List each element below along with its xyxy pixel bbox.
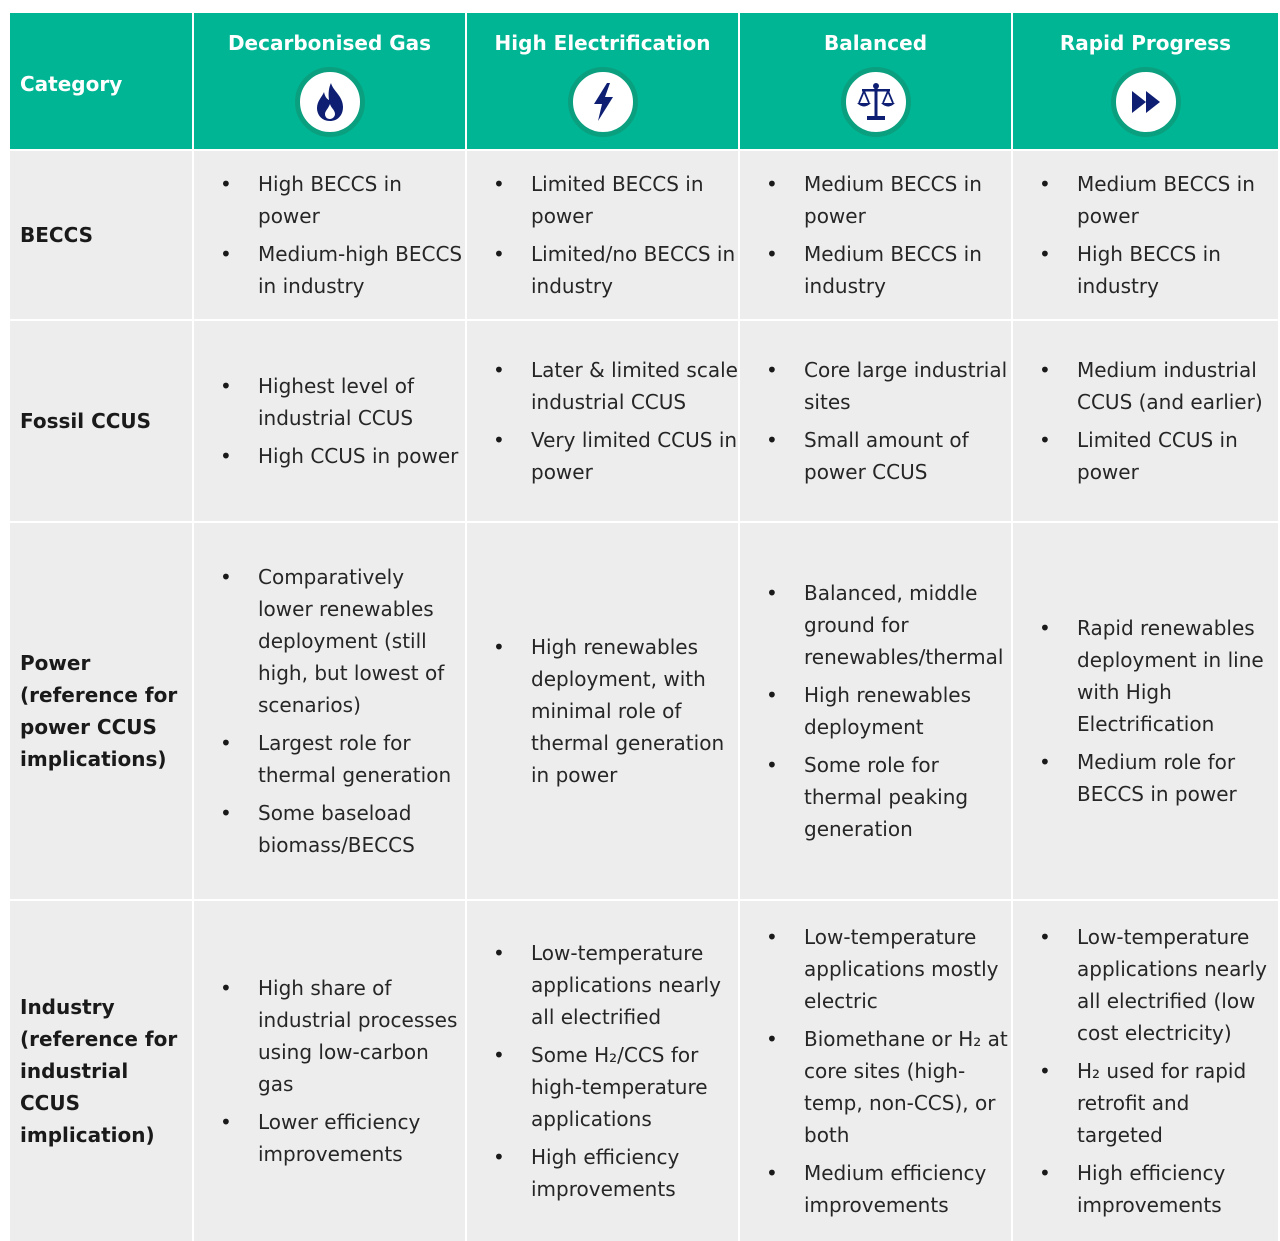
bullet-list (194, 555, 465, 867)
scenario-title: Rapid Progress (1059, 31, 1232, 55)
bullet-item: • Medium industrial CCUS (and earlier) (1039, 354, 1278, 418)
bullet-item: • Medium efficiency improvements (766, 1157, 1011, 1221)
bullet-list (740, 348, 1011, 494)
category-label: BECCS (20, 223, 94, 247)
bullet-item: • Core large industrial sites (766, 354, 1011, 418)
bullet-item: • Biomethane or H₂ at core sites (high-temp, non-CCS), or both (766, 1023, 1011, 1151)
flame-icon (295, 67, 365, 137)
bullet-list (467, 348, 738, 494)
bullet-list (740, 571, 1011, 851)
bullet-item: • Limited/no BECCS in industry (493, 238, 738, 302)
bullet-item: • Some H₂/CCS for high-temperature applications (493, 1039, 738, 1135)
cell (1013, 321, 1278, 521)
row-label-industry (10, 901, 192, 1241)
balance-scale-icon (841, 67, 911, 137)
bullet-list (467, 625, 738, 797)
scenario-header-rapid-progress (1013, 13, 1278, 149)
bullet-item: • Balanced, middle ground for renewables/thermal (766, 577, 1011, 673)
cell (1013, 151, 1278, 319)
bullet-item: • Low-temperature applications nearly all electrified (low cost electricity) (1039, 921, 1278, 1049)
bullet-list (1013, 915, 1278, 1227)
cell (1013, 901, 1278, 1241)
cell (1013, 523, 1278, 899)
bullet-item: • Comparatively lower renewables deployment (still high, but lowest of scenarios) (220, 561, 465, 721)
bullet-item: • Lower efficiency improvements (220, 1106, 465, 1170)
cell (194, 523, 465, 899)
scenario-title: Balanced (823, 31, 928, 55)
bullet-item: • Small amount of power CCUS (766, 424, 1011, 488)
cell (467, 523, 738, 899)
row-label-fossil-ccus (10, 321, 192, 521)
cell (740, 901, 1011, 1241)
bullet-item: • Medium BECCS in power (1039, 168, 1278, 232)
bullet-item: • High share of industrial processes using low-carbon gas (220, 972, 465, 1100)
lightning-bolt-icon (568, 67, 638, 137)
bullet-item: • Rapid renewables deployment in line with High Electrification (1039, 612, 1278, 740)
bullet-list (194, 364, 465, 478)
category-label: Power (reference for power CCUS implications) (20, 651, 178, 771)
category-header-label: Category (20, 72, 123, 96)
bullet-item: • Some baseload biomass/BECCS (220, 797, 465, 861)
bullet-list (740, 915, 1011, 1227)
scenario-comparison-table (10, 13, 1278, 1241)
bullet-item: • Low-temperature applications nearly all electrified (493, 937, 738, 1033)
cell (740, 321, 1011, 521)
bullet-item: • Later & limited scale industrial CCUS (493, 354, 738, 418)
cell (194, 321, 465, 521)
bullet-item: • High efficiency improvements (1039, 1157, 1278, 1221)
bullet-list (194, 966, 465, 1176)
bullet-list (1013, 162, 1278, 308)
bullet-list (1013, 348, 1278, 494)
bullet-item: • High renewables deployment (766, 679, 1011, 743)
scenario-header-balanced (740, 13, 1011, 149)
bullet-item: • Low-temperature applications mostly electric (766, 921, 1011, 1017)
fast-forward-icon (1111, 67, 1181, 137)
cell (467, 321, 738, 521)
bullet-item: • High efficiency improvements (493, 1141, 738, 1205)
bullet-item: • Largest role for thermal generation (220, 727, 465, 791)
bullet-item: • Limited BECCS in power (493, 168, 738, 232)
bullet-item: • Highest level of industrial CCUS (220, 370, 465, 434)
bullet-list (740, 162, 1011, 308)
scenario-title: High Electrification (494, 31, 711, 55)
bullet-list (467, 931, 738, 1211)
category-header (10, 13, 192, 149)
bullet-item: • High renewables deployment, with minimal role of thermal generation in power (493, 631, 738, 791)
cell (194, 901, 465, 1241)
bullet-item: • Limited CCUS in power (1039, 424, 1278, 488)
scenario-header-decarbonised-gas (194, 13, 465, 149)
bullet-item: • High CCUS in power (220, 440, 465, 472)
bullet-item: • Medium BECCS in industry (766, 238, 1011, 302)
bullet-item: • Medium role for BECCS in power (1039, 746, 1278, 810)
cell (740, 523, 1011, 899)
scenario-title: Decarbonised Gas (227, 31, 432, 55)
bullet-item: • Very limited CCUS in power (493, 424, 738, 488)
bullet-item: • Some role for thermal peaking generation (766, 749, 1011, 845)
bullet-list (467, 162, 738, 308)
cell (740, 151, 1011, 319)
scenario-header-high-electrification (467, 13, 738, 149)
category-label: Fossil CCUS (20, 409, 152, 433)
bullet-item: • High BECCS in power (220, 168, 465, 232)
bullet-list (1013, 606, 1278, 816)
bullet-item: • H₂ used for rapid retrofit and targeted (1039, 1055, 1278, 1151)
row-label-power (10, 523, 192, 899)
bullet-list (194, 162, 465, 308)
cell (467, 901, 738, 1241)
bullet-item: • Medium-high BECCS in industry (220, 238, 465, 302)
row-label-beccs (10, 151, 192, 319)
bullet-item: • High BECCS in industry (1039, 238, 1278, 302)
category-label: Industry (reference for industrial CCUS implication) (20, 995, 178, 1147)
bullet-item: • Medium BECCS in power (766, 168, 1011, 232)
cell (194, 151, 465, 319)
cell (467, 151, 738, 319)
